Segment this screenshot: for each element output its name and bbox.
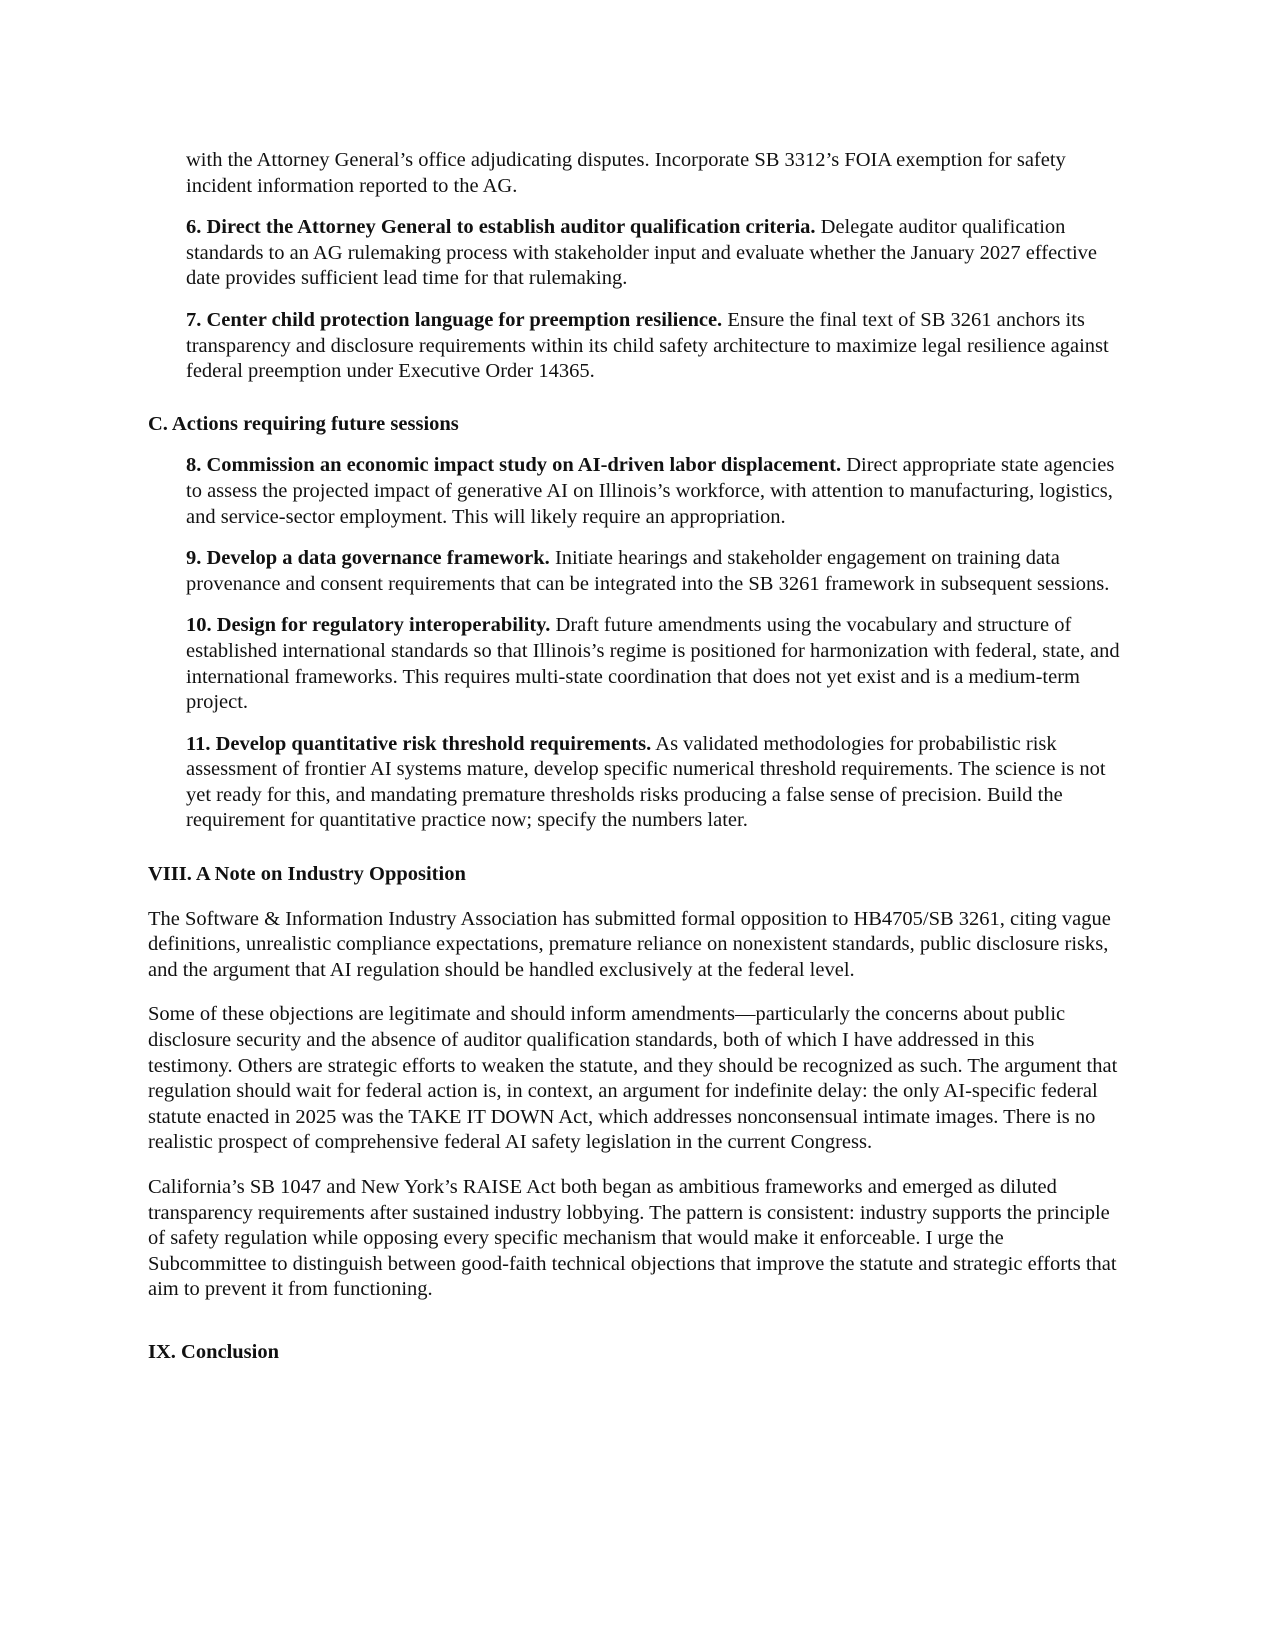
recommendation-7-text: Ensure the final text of SB 3261 anchors its transparency and disclosure requirements within its child safety architecture to maximize legal resilience against federal preemption under Executive Order 14365. xyxy=(186,308,1109,383)
recommendation-6-title: 6. Direct the Attorney General to establish auditor qualification criteria. xyxy=(186,216,816,239)
recommendation-10 xyxy=(148,613,1123,715)
document-page xyxy=(148,148,1123,1366)
section-viii-paragraph-3: California’s SB 1047 and New York’s RAISE Act both began as ambitious frameworks and emerged as diluted transparency requirements after sustained industry lobbying. The pattern is consistent: industry supports the principle of safety regulation while opposing every specific mechanism that would make it enforceable. I urge the Subcommittee to distinguish between good-faith technical objections that improve the statute and strategic efforts that aim to prevent it from functioning. xyxy=(148,1176,1117,1301)
continuation-paragraph: with the Attorney General’s office adjudicating disputes. Incorporate SB 3312’s FOIA exemption for safety incident information reported to the AG. xyxy=(186,149,1066,197)
section-ix-heading: IX. Conclusion xyxy=(148,1340,280,1363)
recommendation-11-text: As validated methodologies for probabilistic risk assessment of frontier AI systems mature, develop specific numerical threshold requirements. The science is not yet ready for this, and mandating premature thresholds risks producing a false sense of precision. Build the requirement for quantitative practice now; specify the numbers later. xyxy=(186,732,1106,832)
recommendation-9-title: 9. Develop a data governance framework. xyxy=(186,547,550,570)
recommendation-8 xyxy=(148,453,1123,530)
recommendation-11-title: 11. Develop quantitative risk threshold requirements. xyxy=(186,732,652,755)
recommendation-8-title: 8. Commission an economic impact study on AI-driven labor displacement. xyxy=(186,454,842,477)
section-viii-paragraph-2: Some of these objections are legitimate and should inform amendments—particularly the concerns about public disclosure security and the absence of auditor qualification standards, both of which I have addressed in this testimony. Others are strategic efforts to weaken the statute, and they should be recognized as such. The argument that regulation should wait for federal action is, in context, an argument for indefinite delay: the only AI-specific federal statute enacted in 2025 was the TAKE IT DOWN Act, which addresses nonconsensual intimate images. There is no realistic prospect of comprehensive federal AI safety legislation in the current Congress. xyxy=(148,1003,1118,1154)
recommendation-6-text: Delegate auditor qualification standards to an AG rulemaking process with stakeholder input and evaluate whether the January 2027 effective date provides sufficient lead time for that rulemaking. xyxy=(186,216,1098,290)
recommendation-8-text: Direct appropriate state agencies to assess the projected impact of generative AI on Illinois’s workforce, with attention to manufacturing, logistics, and service-sector employment. This will likely require an appropriation. xyxy=(186,454,1115,528)
section-viii-heading: VIII. A Note on Industry Opposition xyxy=(148,863,466,886)
recommendation-10-text: Draft future amendments using the vocabulary and structure of established international standards so that Illinois’s regime is positioned for harmonization with federal, state, and international frameworks. This requires multi-state coordination that does not yet exist and is a medium-term project. xyxy=(186,614,1120,714)
recommendation-11 xyxy=(148,732,1123,834)
recommendation-9-text: Initiate hearings and stakeholder engagement on training data provenance and consent requirements that can be integrated into the SB 3261 framework in subsequent sessions. xyxy=(186,547,1110,595)
section-c-heading: C. Actions requiring future sessions xyxy=(148,412,459,435)
recommendation-6 xyxy=(148,215,1123,292)
recommendation-9 xyxy=(148,546,1123,597)
recommendation-7-title: 7. Center child protection language for preemption resilience. xyxy=(186,308,723,331)
recommendation-10-title: 10. Design for regulatory interoperability. xyxy=(186,614,551,637)
section-viii-paragraph-1: The Software & Information Industry Association has submitted formal opposition to HB4705/SB 3261, citing vague definitions, unrealistic compliance expectations, premature reliance on nonexistent standards, public disclosure risks, and the argument that AI regulation should be handled exclusively at the federal level. xyxy=(148,907,1111,981)
recommendation-7 xyxy=(148,308,1123,385)
